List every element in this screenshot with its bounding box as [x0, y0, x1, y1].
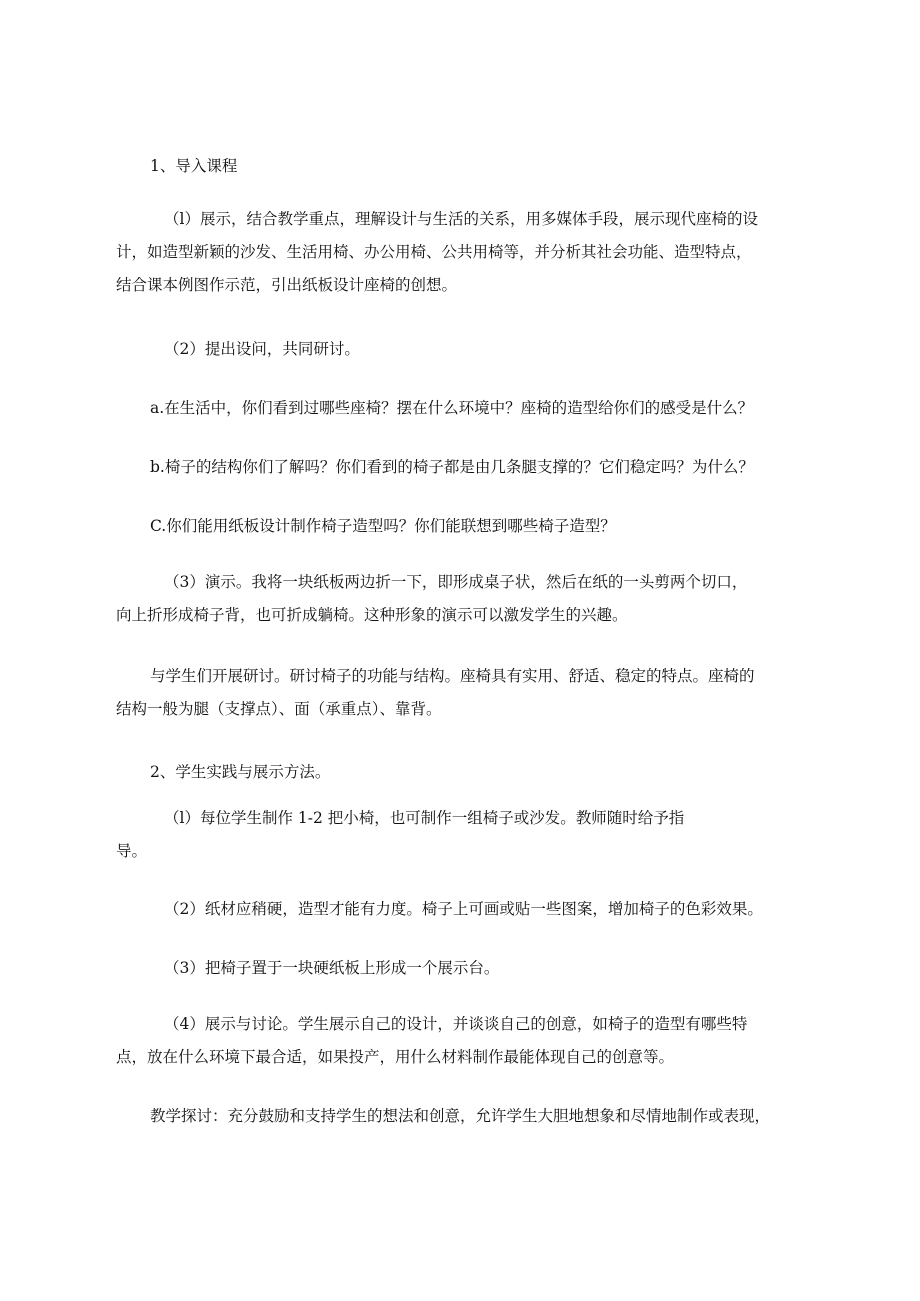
question-c: C.你们能用纸板设计制作椅子造型吗？你们能联想到哪些椅子造型？: [150, 517, 616, 535]
step-4: （4）展示与讨论。学生展示自己的设计，并谈谈自己的创意，如椅子的造型有哪些特 点，放在什么环境下最合适，如果投产，用什么材料制作最能体现自己的创意等。: [116, 1015, 748, 1066]
question-a: a.在生活中，你们看到过哪些座椅？摆在什么环境中？座椅的造型给你们的感受是什么？: [150, 399, 754, 417]
question-b: b.椅子的结构你们了解吗？你们看到的椅子都是由几条腿支撑的？它们稳定吗？为什么？: [150, 458, 754, 476]
paragraph-discussion: 与学生们开展研讨。研讨椅子的功能与结构。座椅具有实用、舒适、稳定的特点。座椅的 结构一般为腿（支撑点）、面（承重点）、靠背。: [116, 667, 755, 718]
section-heading-1: 1、导入课程: [150, 157, 238, 175]
paragraph-teaching-discussion: 教学探讨：充分鼓励和支持学生的想法和创意，允许学生大胆地想象和尽情地制作或表现，: [150, 1107, 771, 1125]
paragraph-questions-intro: （2）提出设问，共同研讨。: [164, 340, 360, 358]
section-heading-2: 2、学生实践与展示方法。: [150, 763, 331, 781]
paragraph-display: （l）展示，结合教学重点，理解设计与生活的关系，用多媒体手段，展示现代座椅的设 计，如造型新颖的沙发、生活用椅、办公用椅、公共用椅等，并分析其社会功能、造型特点， 结合课本例图作示范，引出纸板设计座椅的创想。: [116, 210, 758, 294]
step-2: （2）纸材应稍硬，造型才能有力度。椅子上可画或贴一些图案，增加椅子的色彩效果。: [164, 900, 763, 918]
paragraph-demo: （3）演示。我将一块纸板两边折一下，即形成桌子状，然后在纸的一头剪两个切口， 向上折形成椅子背，也可折成躺椅。这种形象的演示可以激发学生的兴趣。: [116, 573, 748, 624]
step-1: （l）每位学生制作 1-2 把小椅，也可制作一组椅子或沙发。教师随时给予指 导。: [116, 809, 685, 860]
step-3: （3）把椅子置于一块硬纸板上形成一个展示台。: [164, 959, 500, 977]
